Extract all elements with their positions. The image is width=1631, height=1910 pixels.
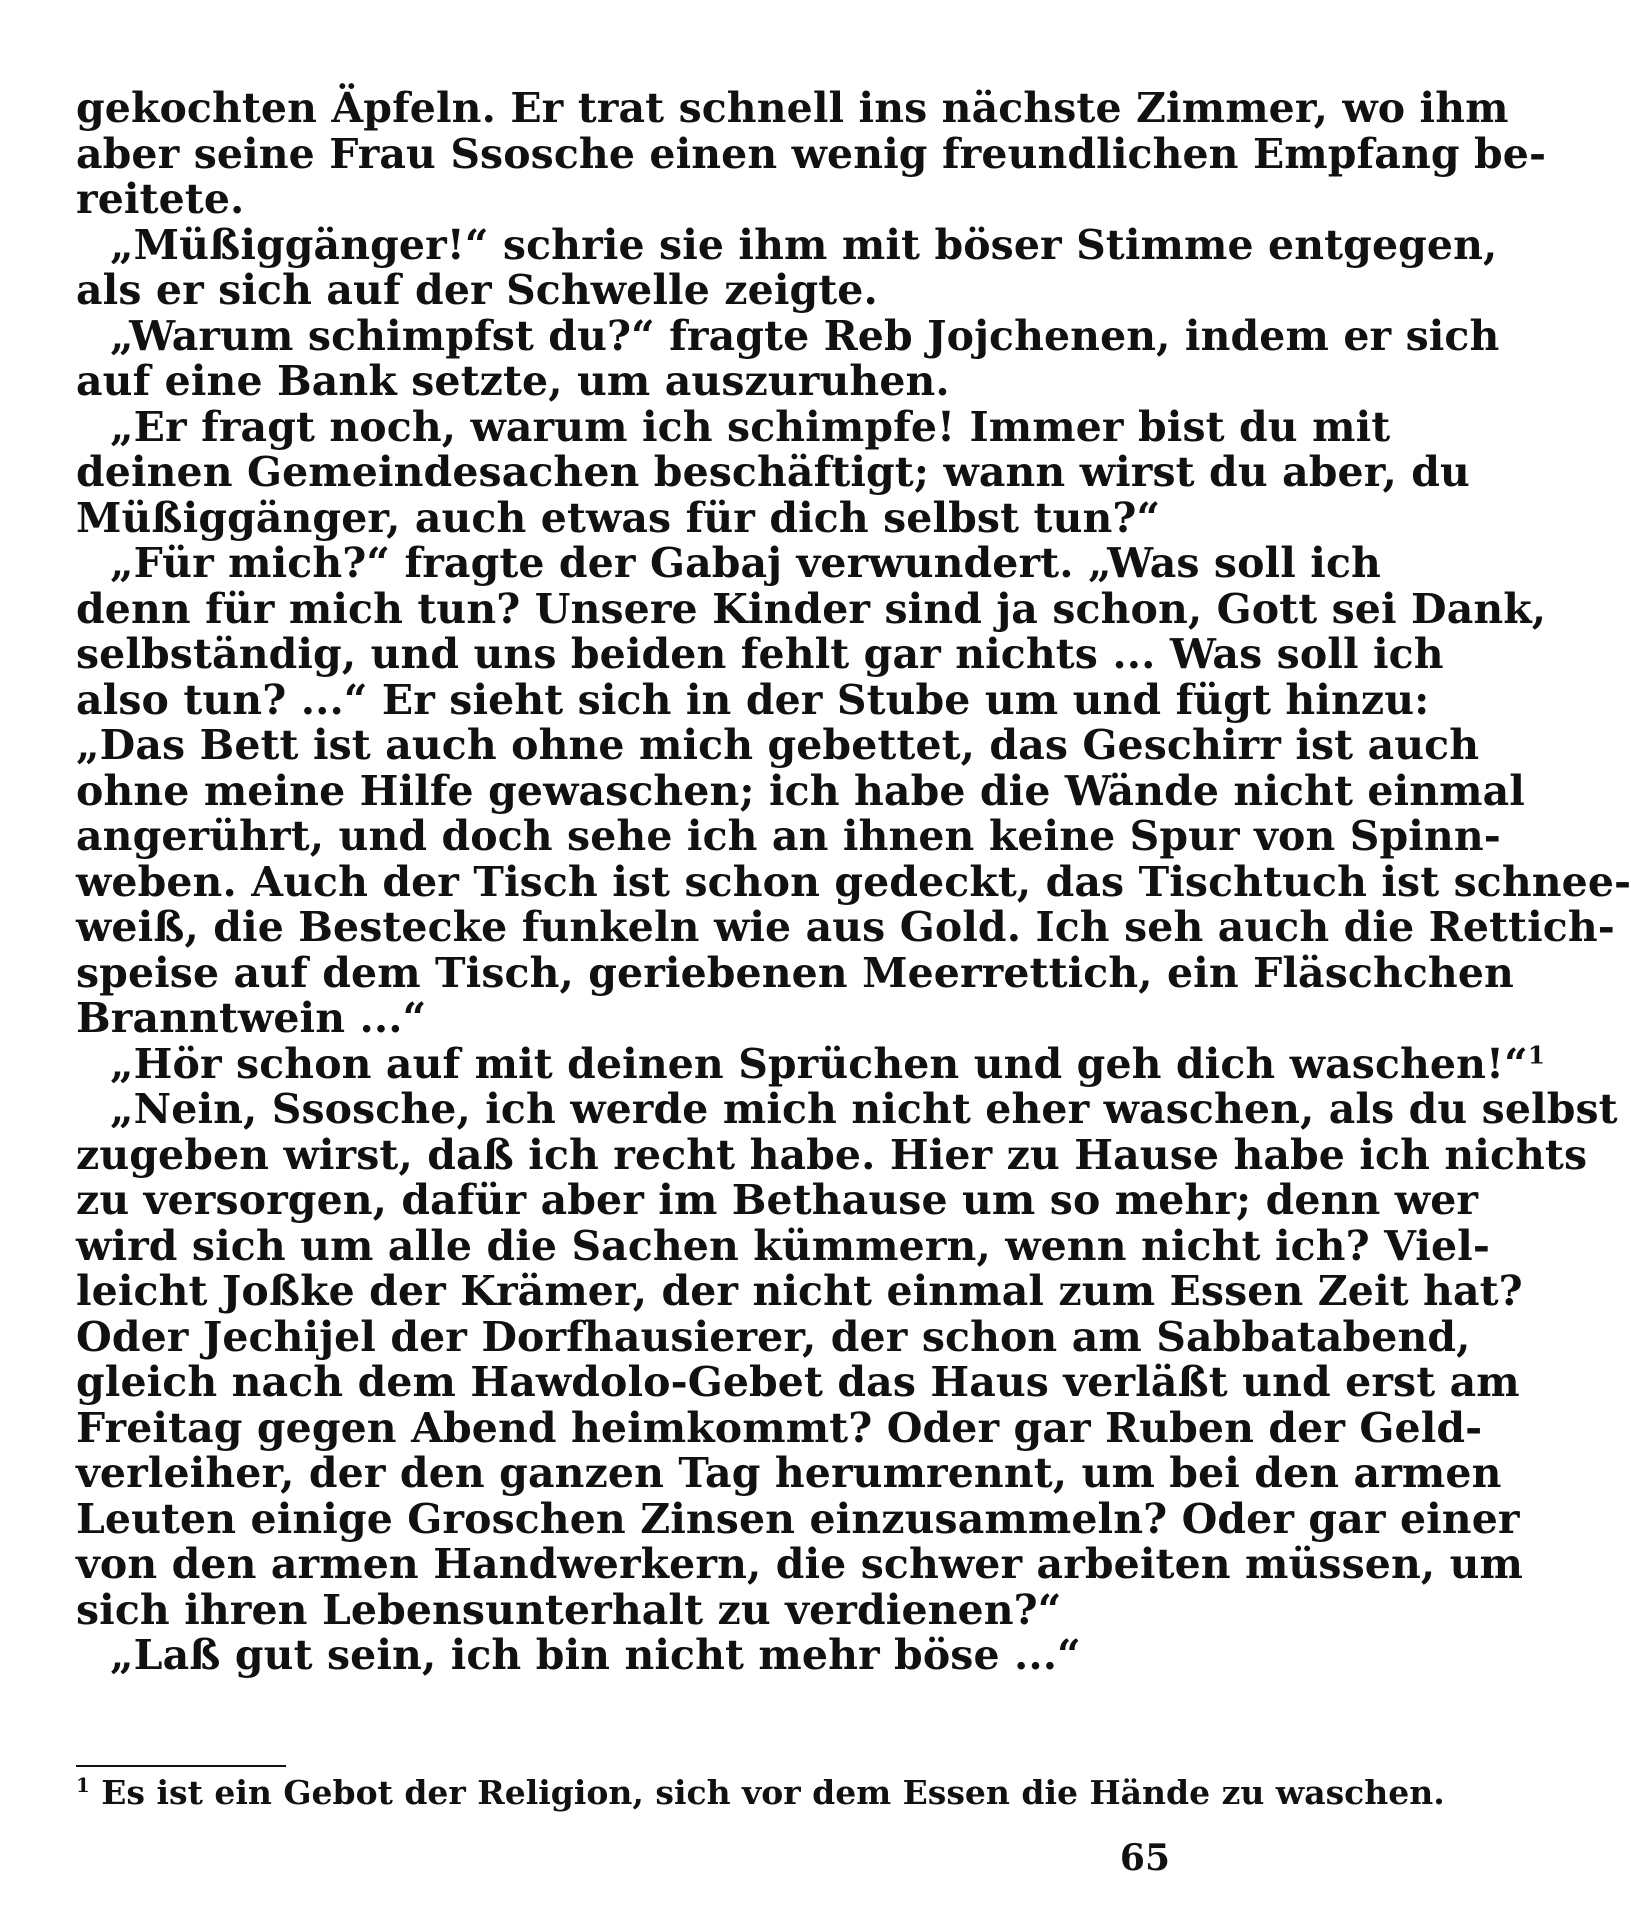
text-line: wird sich um alle die Sachen kümmern, wenn nicht ich? Viel- bbox=[76, 1221, 1490, 1270]
text-line: „Nein, Ssosche, ich werde mich nicht eher waschen, als du selbst bbox=[110, 1085, 1618, 1133]
text-line: gleich nach dem Hawdolo-Gebet das Haus verläßt und erst am bbox=[76, 1358, 1520, 1406]
text-line: speise auf dem Tisch, geriebenen Meerrettich, ein Fläschchen bbox=[76, 948, 1514, 997]
text-line: weben. Auch der Tisch ist schon gedeckt, das Tischtuch ist schnee- bbox=[76, 857, 1631, 906]
text-line: sich ihren Lebensunterhalt zu verdienen?“ bbox=[76, 1585, 1062, 1634]
text-line: gekochten Äpfeln. Er trat schnell ins nächste Zimmer, wo ihm bbox=[76, 84, 1509, 132]
text-line-with-footnote bbox=[76, 1039, 1546, 1088]
text-line: Müßiggänger, auch etwas für dich selbst tun?“ bbox=[76, 493, 1161, 542]
text-line: Leuten einige Groschen Zinsen einzusammeln? Oder gar einer bbox=[76, 1494, 1520, 1543]
text-line: angerührt, und doch sehe ich an ihnen keine Spur von Spinn- bbox=[76, 812, 1501, 860]
text-line: „Müßiggänger!“ schrie sie ihm mit böser Stimme entgegen, bbox=[110, 220, 1498, 269]
text-line: „Warum schimpfst du?“ fragte Reb Jojchenen, indem er sich bbox=[110, 311, 1500, 360]
footnote bbox=[76, 1773, 1445, 1813]
footnote-reference: 1 bbox=[1527, 1039, 1546, 1069]
text-line: reitete. bbox=[76, 175, 245, 223]
text-line: „Er fragt noch, warum ich schimpfe! Immer bist du mit bbox=[110, 402, 1391, 451]
text-line: Oder Jechijel der Dorfhausierer, der schon am Sabbatabend, bbox=[76, 1312, 1471, 1361]
text-line: Branntwein ...“ bbox=[76, 994, 427, 1042]
text-line: als er sich auf der Schwelle zeigte. bbox=[76, 266, 878, 314]
text-line: „Laß gut sein, ich bin nicht mehr böse ...“ bbox=[110, 1631, 1081, 1679]
text-line: verleiher, der den ganzen Tag herumrennt, um bei den armen bbox=[76, 1449, 1502, 1497]
text-line: deinen Gemeindesachen beschäftigt; wann wirst du aber, du bbox=[76, 448, 1470, 496]
text-line: weiß, die Bestecke funkeln wie aus Gold. Ich seh auch die Rettich- bbox=[76, 903, 1615, 951]
book-page-text bbox=[76, 84, 1631, 1679]
text-line: selbständig, und uns beiden fehlt gar nichts ... Was soll ich bbox=[76, 630, 1444, 678]
text-line: von den armen Handwerkern, die schwer arbeiten müssen, um bbox=[76, 1540, 1524, 1588]
text-line: „Hör schon auf mit deinen Sprüchen und geh dich waschen!“ bbox=[110, 1039, 1528, 1088]
text-line: denn für mich tun? Unsere Kinder sind ja schon, Gott sei Dank, bbox=[76, 584, 1547, 633]
text-line: aber seine Frau Ssosche einen wenig freundlichen Empfang be- bbox=[76, 129, 1547, 178]
text-line: leicht Joßke der Krämer, der nicht einmal zum Essen Zeit hat? bbox=[76, 1267, 1523, 1315]
text-line: also tun? ...“ Er sieht sich in der Stube um und fügt hinzu: bbox=[76, 675, 1430, 724]
footnote-marker: 1 bbox=[76, 1773, 90, 1797]
text-line: zugeben wirst, daß ich recht habe. Hier zu Hause habe ich nichts bbox=[76, 1130, 1588, 1179]
text-line: „Für mich?“ fragte der Gabaj verwundert. „Was soll ich bbox=[110, 539, 1381, 587]
text-line: ohne meine Hilfe gewaschen; ich habe die Wände nicht einmal bbox=[76, 766, 1525, 815]
text-line: Freitag gegen Abend heimkommt? Oder gar Ruben der Geld- bbox=[76, 1403, 1483, 1452]
text-line: „Das Bett ist auch ohne mich gebettet, das Geschirr ist auch bbox=[76, 721, 1480, 769]
text-line: auf eine Bank setzte, um auszuruhen. bbox=[76, 357, 950, 405]
text-line: zu versorgen, dafür aber im Bethause um so mehr; denn wer bbox=[76, 1176, 1479, 1224]
footnote-divider bbox=[76, 1765, 286, 1767]
footnote-text: Es ist ein Gebot der Religion, sich vor dem Essen die Hände zu waschen. bbox=[101, 1773, 1445, 1812]
page-number: 65 bbox=[1119, 1837, 1170, 1879]
